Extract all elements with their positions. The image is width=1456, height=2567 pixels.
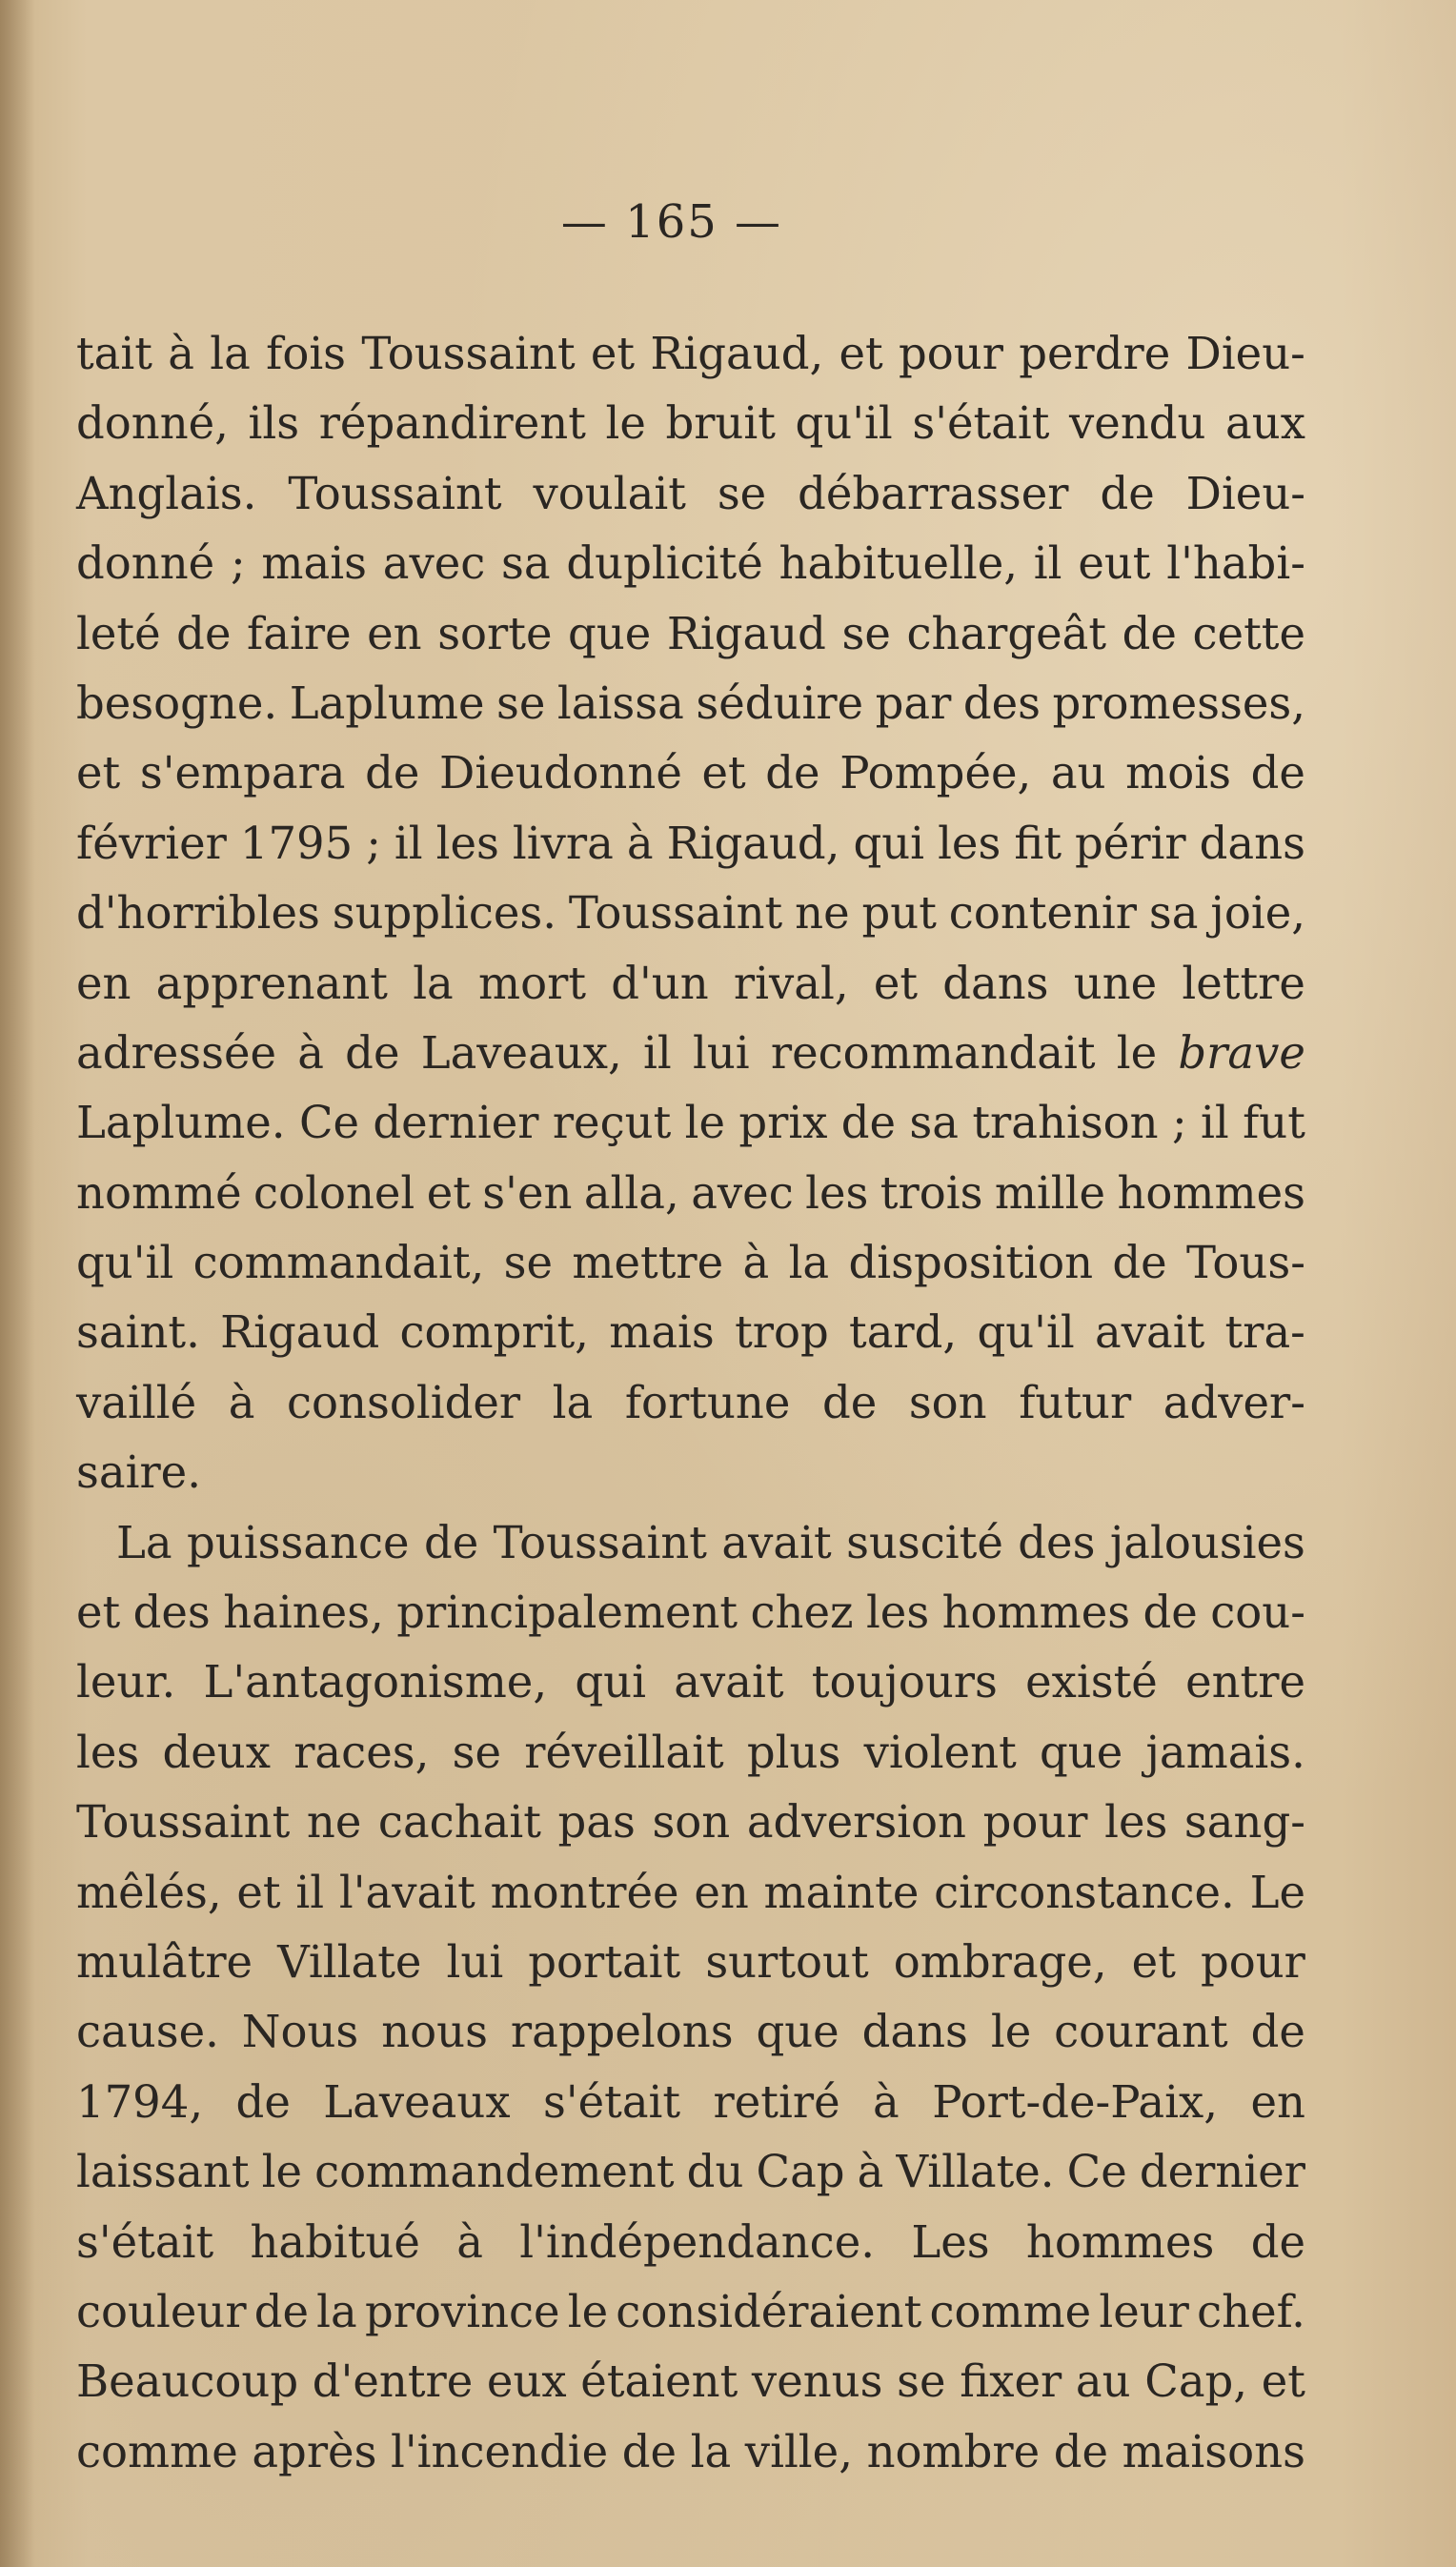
text-line: laissant le commandement du Cap à Villate. Ce dernier: [76, 2146, 1305, 2198]
text-line: et des haines, principalement chez les hommes de cou-: [76, 1587, 1305, 1639]
text-line: mulâtre Villate lui portait surtout ombrage, et pour: [76, 1935, 1305, 1988]
text-line: couleur de la province le considéraient comme leur chef.: [76, 2285, 1305, 2337]
text-line: Toussaint ne cachait pas son adversion pour les sang-: [76, 1796, 1305, 1849]
text-line: 1794, de Laveaux s'était retiré à Port-de-Paix, en: [76, 2075, 1305, 2128]
text-line: qu'il commandait, se mettre à la disposition de Tous-: [76, 1237, 1305, 1289]
text-line: saire.: [76, 1446, 201, 1499]
text-line: besogne. Laplume se laissa séduire par des promesses,: [76, 677, 1305, 729]
page-number: — 165 —: [560, 195, 783, 249]
text-line: en apprenant la mort d'un rival, et dans une lettre: [76, 957, 1305, 1009]
text-line: cause. Nous nous rappelons que dans le courant de: [76, 2006, 1305, 2058]
text-line: février 1795 ; il les livra à Rigaud, qui les fit périr dans: [76, 817, 1305, 869]
text-line: mêlés, et il l'avait montrée en mainte circonstance. Le: [76, 1866, 1305, 1918]
text-line: Laplume. Ce dernier reçut le prix de sa trahison ; il fut: [76, 1097, 1305, 1149]
text-line: Beaucoup d'entre eux étaient venus se fixer au Cap, et: [76, 2355, 1305, 2408]
text-line: donné ; mais avec sa duplicité habituelle, il eut l'habi-: [76, 537, 1305, 590]
text-line: Anglais. Toussaint voulait se débarrasser de Dieu-: [76, 467, 1305, 519]
text-line: donné, ils répandirent le bruit qu'il s'était vendu aux: [76, 397, 1305, 450]
text-line: et s'empara de Dieudonné et de Pompée, au mois de: [76, 747, 1305, 799]
text-line: d'horribles supplices. Toussaint ne put contenir sa joie,: [76, 887, 1305, 940]
page-binding-shadow: [0, 0, 34, 2567]
text-line: tait à la fois Toussaint et Rigaud, et pour perdre Dieu-: [76, 328, 1305, 379]
text-line: leté de faire en sorte que Rigaud se chargeât de cette: [76, 607, 1305, 659]
text-line: vaillé à consolider la fortune de son futur adver-: [76, 1376, 1305, 1428]
text-line: adressée à de Laveaux, il lui recommandait le brave: [76, 1026, 1305, 1079]
text-line: nommé colonel et s'en alla, avec les trois mille hommes: [76, 1166, 1305, 1219]
text-line: les deux races, se réveillait plus violent que jamais.: [76, 1726, 1305, 1778]
text-line: s'était habitué à l'indépendance. Les hommes de: [76, 2215, 1305, 2268]
text-line: La puissance de Toussaint avait suscité des jalousies: [116, 1516, 1305, 1568]
body-text: [76, 319, 1305, 2487]
text-line: leur. L'antagonisme, qui avait toujours existé entre: [76, 1656, 1305, 1708]
text-line: saint. Rigaud comprit, mais trop tard, qu'il avait tra-: [76, 1306, 1305, 1359]
text-line: comme après l'incendie de la ville, nombre de maisons: [76, 2425, 1305, 2477]
